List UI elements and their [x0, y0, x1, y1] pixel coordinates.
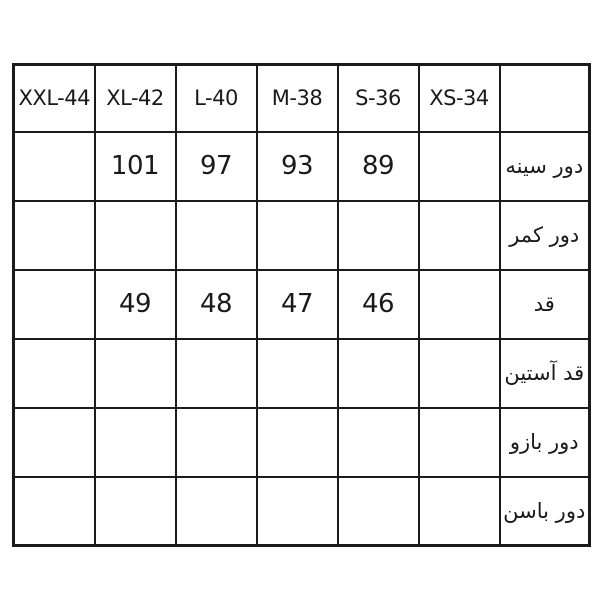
value-cell [257, 408, 338, 477]
value-cell [14, 270, 95, 339]
value-cell [419, 339, 500, 408]
row-label-length: قد [500, 270, 590, 339]
size-chart-table [12, 63, 591, 547]
row-label-sleeve-length: قد آستین [500, 339, 590, 408]
header-cell-xxl-44: XXL-44 [14, 65, 95, 132]
value-cell [338, 201, 419, 270]
value-cell [338, 339, 419, 408]
value-cell [95, 339, 176, 408]
row-label-waist: دور کمر [500, 201, 590, 270]
value-cell: 47 [257, 270, 338, 339]
value-cell [95, 408, 176, 477]
value-cell [14, 132, 95, 201]
value-cell: 49 [95, 270, 176, 339]
value-cell [14, 477, 95, 546]
header-cell-xl-42: XL-42 [95, 65, 176, 132]
header-cell-l-40: L-40 [176, 65, 257, 132]
value-cell [338, 408, 419, 477]
header-cell-m-38: M-38 [257, 65, 338, 132]
value-cell: 48 [176, 270, 257, 339]
value-cell [14, 408, 95, 477]
value-cell [338, 477, 419, 546]
row-arm [14, 408, 590, 477]
value-cell [176, 408, 257, 477]
header-cell-label-column [500, 65, 590, 132]
value-cell [419, 477, 500, 546]
value-cell: 101 [95, 132, 176, 201]
row-hip [14, 477, 590, 546]
value-cell [176, 477, 257, 546]
row-length [14, 270, 590, 339]
value-cell [257, 201, 338, 270]
row-label-arm: دور بازو [500, 408, 590, 477]
row-sleeve-length [14, 339, 590, 408]
value-cell: 93 [257, 132, 338, 201]
value-cell [95, 477, 176, 546]
value-cell: 97 [176, 132, 257, 201]
header-row [14, 65, 590, 132]
row-label-chest: دور سینه [500, 132, 590, 201]
row-label-hip: دور باسن [500, 477, 590, 546]
header-cell-s-36: S-36 [338, 65, 419, 132]
value-cell [257, 477, 338, 546]
value-cell: 89 [338, 132, 419, 201]
value-cell: 46 [338, 270, 419, 339]
header-cell-xs-34: XS-34 [419, 65, 500, 132]
value-cell [419, 408, 500, 477]
row-waist [14, 201, 590, 270]
value-cell [419, 270, 500, 339]
value-cell [95, 201, 176, 270]
value-cell [257, 339, 338, 408]
value-cell [419, 132, 500, 201]
value-cell [419, 201, 500, 270]
value-cell [14, 201, 95, 270]
value-cell [14, 339, 95, 408]
row-chest [14, 132, 590, 201]
value-cell [176, 201, 257, 270]
value-cell [176, 339, 257, 408]
